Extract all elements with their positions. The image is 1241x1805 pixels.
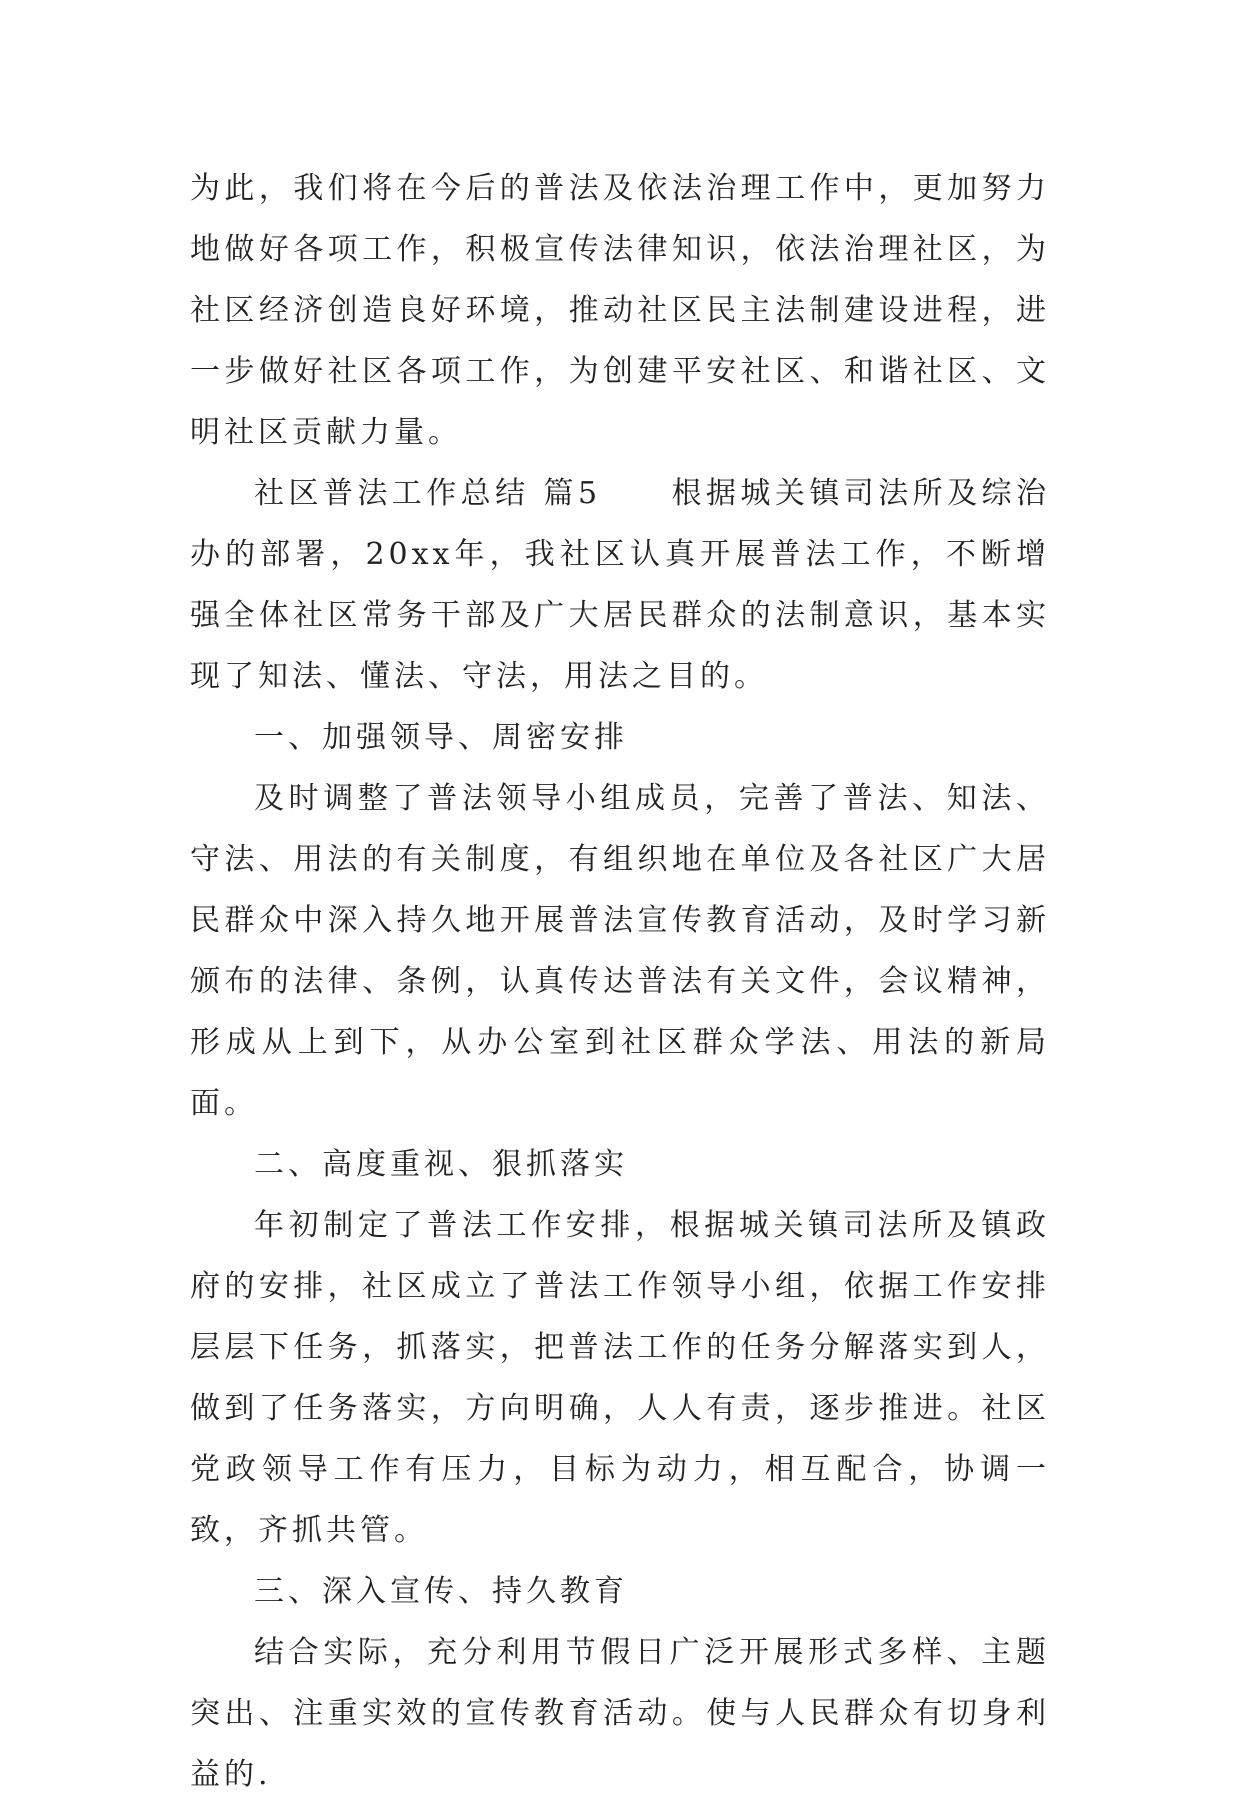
paragraph-implementation: 年初制定了普法工作安排，根据城关镇司法所及镇政府的安排，社区成立了普法工作领导小组，依据工作安排层层下任务，抓落实，把普法工作的任务分解落实到人，做到了任务落实，方向明确，人人有责，逐步推进。社区党政领导工作有压力，目标为动力，相互配合，协调一致，齐抓共管。 (190, 1208, 1050, 1548)
document-body (190, 158, 1050, 1805)
heading-3: 三、深入宣传、持久教育 (254, 1574, 628, 1609)
section-title: 社区普法工作总结 篇5 (254, 476, 602, 511)
paragraph-intro: 为此，我们将在今后的普法及依法治理工作中，更加努力地做好各项工作，积极宣传法律知识，依法治理社区，为社区经济创造良好环境，推动社区民主法制建设进程，进一步做好社区各项工作，为创建平安社区、和谐社区、文明社区贡献力量。 (190, 171, 1050, 450)
paragraph-section-5 (190, 463, 1050, 707)
paragraph-publicity: 结合实际，充分利用节假日广泛开展形式多样、主题突出、注重实效的宣传教育活动。使与人民群众有切身利益的. (190, 1635, 1050, 1792)
heading-2: 二、高度重视、狠抓落实 (254, 1147, 628, 1182)
section-5-body: 根据城关镇司法所及综治办的部署，20xx年，我社区认真开展普法工作，不断增强全体社区常务干部及广大居民群众的法制意识，基本实现了知法、懂法、守法，用法之目的。 (190, 476, 1051, 694)
paragraph-leadership: 及时调整了普法领导小组成员，完善了普法、知法、守法、用法的有关制度，有组织地在单位及各社区广大居民群众中深入持久地开展普法宣传教育活动，及时学习新颁布的法律、条例，认真传达普法有关文件，会议精神，形成从上到下，从办公室到社区群众学法、用法的新局面。 (190, 781, 1050, 1121)
heading-1: 一、加强领导、周密安排 (254, 720, 628, 755)
